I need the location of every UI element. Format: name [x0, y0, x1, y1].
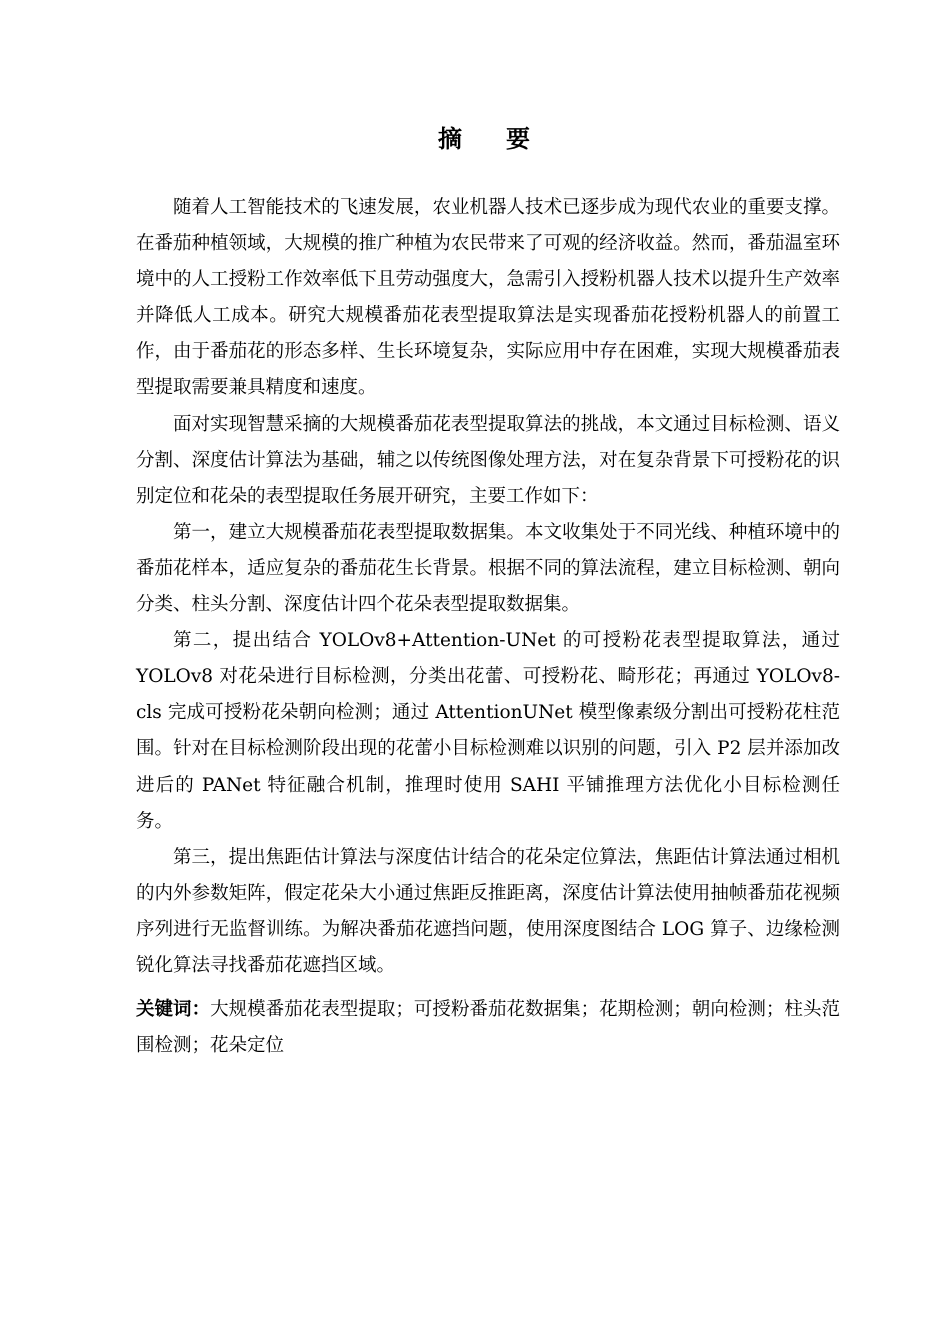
abstract-paragraph-5: 第三，提出焦距估计算法与深度估计结合的花朵定位算法，焦距估计算法通过相机的内外参数矩阵，假定花朵大小通过焦距反推距离，深度估计算法使用抽帧番茄花视频序列进行无监督训练。为解决番茄花遮挡问题，使用深度图结合 LOG 算子、边缘检测锐化算法寻找番茄花遮挡区域。: [136, 846, 840, 976]
title-char-2: 要: [506, 124, 530, 153]
abstract-paragraph-4: 第二，提出结合 YOLOv8+Attention-UNet 的可授粉花表型提取算法，通过YOLOv8 对花朵进行目标检测，分类出花蕾、可授粉花、畸形花；再通过 YOLOv8-cls 完成可授粉花朵朝向检测；通过 AttentionUNet 模型像素级分割出可授粉花柱范围。针对在目标检测阶段出现的花蕾小目标检测难以识别的问题，引入 P2 层并添加改进后的 PANet 特征融合机制，推理时使用 SAHI 平铺推理方法优化小目标检测任务。: [136, 630, 840, 832]
title-char-1: 摘: [438, 124, 462, 153]
page-title: [0, 122, 950, 156]
abstract-paragraph-2: 面对实现智慧采摘的大规模番茄花表型提取算法的挑战，本文通过目标检测、语义分割、深度估计算法为基础，辅之以传统图像处理方法，对在复杂背景下可授粉花的识别定位和花朵的表型提取任务展开研究，主要工作如下：: [136, 413, 840, 507]
abstract-paragraph-1: 随着人工智能技术的飞速发展，农业机器人技术已逐步成为现代农业的重要支撑。在番茄种植领域，大规模的推广种植为农民带来了可观的经济收益。然而，番茄温室环境中的人工授粉工作效率低下且劳动强度大，急需引入授粉机器人技术以提升生产效率并降低人工成本。研究大规模番茄花表型提取算法是实现番茄花授粉机器人的前置工作，由于番茄花的形态多样、生长环境复杂，实际应用中存在困难，实现大规模番茄表型提取需要兼具精度和速度。: [136, 197, 840, 399]
keywords-label: 关键词：: [136, 999, 211, 1021]
keywords-text: 大规模番茄花表型提取；可授粉番茄花数据集；花期检测；朝向检测；柱头范围检测；花朵定位: [136, 999, 840, 1057]
keywords-line: [136, 992, 840, 1064]
abstract-body: [136, 190, 840, 1064]
abstract-paragraph-3: 第一，建立大规模番茄花表型提取数据集。本文收集处于不同光线、种植环境中的番茄花样本，适应复杂的番茄花生长背景。根据不同的算法流程，建立目标检测、朝向分类、柱头分割、深度估计四个花朵表型提取数据集。: [136, 521, 840, 616]
